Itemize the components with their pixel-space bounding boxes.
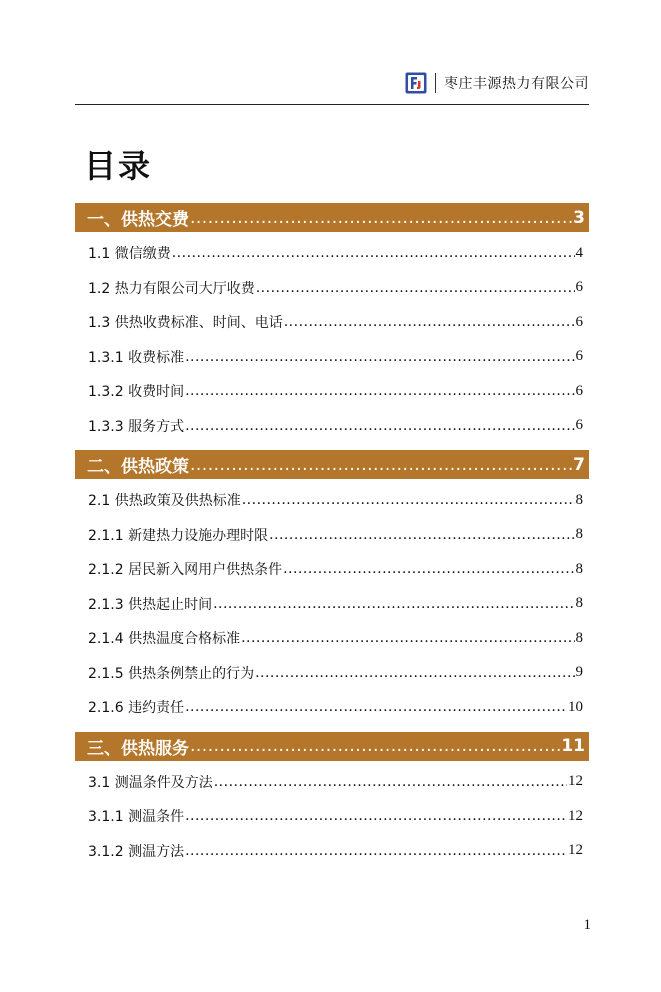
dot-leader (185, 418, 574, 434)
toc-entry-page: 6 (575, 348, 583, 365)
company-logo-icon (405, 72, 427, 94)
toc-entry-page: 6 (575, 313, 583, 330)
toc-section-label: 三、供热服务 (87, 738, 189, 759)
table-of-contents (75, 203, 589, 868)
toc-entry-label: 1.1 微信缴费 (88, 246, 171, 263)
toc-entry[interactable] (75, 799, 589, 834)
toc-entry-page: 6 (575, 279, 583, 296)
toc-section[interactable] (75, 203, 589, 232)
toc-section[interactable] (75, 450, 589, 479)
toc-entry[interactable] (75, 483, 589, 518)
toc-entry[interactable] (75, 690, 589, 725)
company-name: 枣庄丰源热力有限公司 (444, 76, 589, 92)
header-separator (435, 73, 436, 93)
toc-entry[interactable] (75, 236, 589, 271)
toc-entry-label: 2.1.3 供热起止时间 (88, 596, 213, 613)
toc-section[interactable] (75, 732, 589, 761)
toc-entry-page: 4 (575, 244, 583, 261)
toc-entry-label: 2.1 供热政策及供热标准 (88, 493, 241, 510)
toc-entry-label: 3.1.1 测温条件 (88, 809, 185, 826)
toc-section-label: 一、供热交费 (87, 210, 189, 230)
dot-leader (185, 699, 567, 715)
toc-entry-label: 2.1.5 供热条例禁止的行为 (88, 665, 255, 682)
toc-entry-page: 6 (575, 382, 583, 399)
dot-leader (214, 774, 567, 790)
toc-section-page: 3 (573, 207, 585, 228)
toc-entry-page: 10 (568, 698, 583, 715)
dot-leader (190, 208, 572, 228)
dot-leader (241, 630, 574, 646)
toc-entry-page: 12 (568, 773, 583, 790)
toc-entry-page: 8 (575, 526, 583, 543)
dot-leader (172, 245, 575, 261)
toc-entry-label: 1.3.1 收费标准 (88, 349, 185, 366)
toc-entry-label: 2.1.2 居民新入网用户供热条件 (88, 562, 283, 579)
dot-leader (255, 665, 574, 681)
dot-leader (190, 736, 560, 756)
page-header (405, 69, 589, 97)
toc-entry-page: 8 (575, 560, 583, 577)
toc-entry-label: 2.1.1 新建热力设施办理时限 (88, 527, 269, 544)
dot-leader (269, 527, 574, 543)
toc-entry-page: 8 (575, 595, 583, 612)
toc-entry[interactable] (75, 305, 589, 340)
toc-entry-label: 1.3 供热收费标准、时间、电话 (88, 315, 283, 332)
toc-entry-label: 2.1.6 违约责任 (88, 700, 185, 717)
toc-entry-label: 1.3.2 收费时间 (88, 384, 185, 401)
toc-entry[interactable] (75, 340, 589, 375)
toc-entry-page: 8 (575, 629, 583, 646)
page-number: 1 (583, 917, 591, 933)
toc-entry-page: 12 (568, 807, 583, 824)
page-title: 目录 (84, 147, 153, 185)
toc-entry-page: 12 (568, 842, 583, 859)
dot-leader (190, 455, 572, 475)
dot-leader (242, 492, 575, 508)
toc-section-page: 11 (561, 736, 585, 756)
dot-leader (283, 561, 574, 577)
dot-leader (213, 596, 574, 612)
toc-entry[interactable] (75, 834, 589, 869)
toc-entry-label: 1.2 热力有限公司大厅收费 (88, 280, 255, 297)
toc-entry-page: 6 (575, 417, 583, 434)
toc-entry[interactable] (75, 621, 589, 656)
dot-leader (284, 314, 575, 330)
dot-leader (185, 843, 567, 859)
dot-leader (256, 280, 575, 296)
dot-leader (185, 808, 567, 824)
toc-section-label: 二、供热政策 (87, 457, 189, 477)
toc-entry-label: 3.1.2 测温方法 (88, 843, 185, 860)
dot-leader (185, 383, 574, 399)
toc-entry-label: 2.1.4 供热温度合格标准 (88, 631, 241, 648)
toc-entry-page: 9 (575, 664, 583, 681)
toc-entry-page: 8 (575, 491, 583, 508)
header-rule (75, 104, 589, 105)
toc-entry[interactable] (75, 587, 589, 622)
toc-entry-label: 1.3.3 服务方式 (88, 418, 185, 435)
toc-entry[interactable] (75, 518, 589, 553)
toc-entry[interactable] (75, 374, 589, 409)
toc-entry[interactable] (75, 552, 589, 587)
dot-leader (185, 349, 574, 365)
toc-section-page: 7 (573, 454, 585, 475)
toc-entry[interactable] (75, 271, 589, 306)
toc-entry[interactable] (75, 765, 589, 800)
toc-entry-label: 3.1 测温条件及方法 (88, 774, 213, 791)
toc-entry[interactable] (75, 656, 589, 691)
toc-entry[interactable] (75, 409, 589, 444)
